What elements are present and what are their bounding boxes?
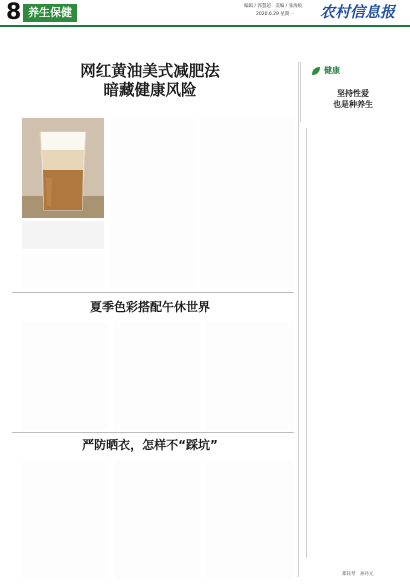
lead-article-col-1-cont (22, 253, 104, 288)
page-number: 8 (6, 0, 22, 25)
mid-headline: 夏季色彩搭配午休世界 (89, 300, 210, 314)
lead-headline-line1: 网红黄油美式减肥法 (80, 62, 220, 80)
bottom-headline: 严防晒衣，怎样不“踩坑” (82, 438, 218, 452)
health-badge (311, 66, 340, 76)
bottom-article-col-3 (206, 460, 294, 580)
mid-article-col-2 (114, 322, 200, 430)
lead-headline-line2: 暗藏健康风险 (103, 81, 197, 99)
bottom-article-col-1 (22, 460, 108, 580)
leaf-icon (311, 66, 321, 76)
section-tag: 养生保健 (23, 4, 77, 22)
lead-article-col-1 (110, 118, 196, 288)
newspaper-masthead: 农村信息报 (320, 3, 396, 21)
issue-date: 2020.6.29 星期一 (256, 12, 294, 17)
health-badge-label: 健康 (324, 66, 340, 75)
health-article-column (306, 128, 404, 558)
bottom-article-col-2 (114, 460, 200, 580)
lead-article-col-2 (200, 118, 294, 288)
health-headline-line1: 坚持性爱 (337, 89, 369, 98)
butter-coffee-photo (22, 118, 104, 218)
lead-headline (12, 62, 288, 100)
column-divider (298, 62, 299, 577)
page-header (0, 0, 410, 27)
mid-article-col-1 (22, 322, 108, 430)
coffee-cup-illustration (22, 118, 104, 218)
editor-credits: 编辑 / 郭慧超 美编 / 张海蛟 (244, 4, 303, 9)
section-divider (12, 292, 294, 293)
photo-caption (22, 221, 104, 249)
section-divider (12, 432, 294, 433)
health-column-header (300, 62, 404, 122)
mid-article-col-3 (206, 322, 294, 430)
health-headline-line2: 也是种养生 (333, 100, 373, 109)
article-byline: 郑钰琴 孙丹元 (342, 572, 374, 577)
health-headline (301, 88, 405, 110)
